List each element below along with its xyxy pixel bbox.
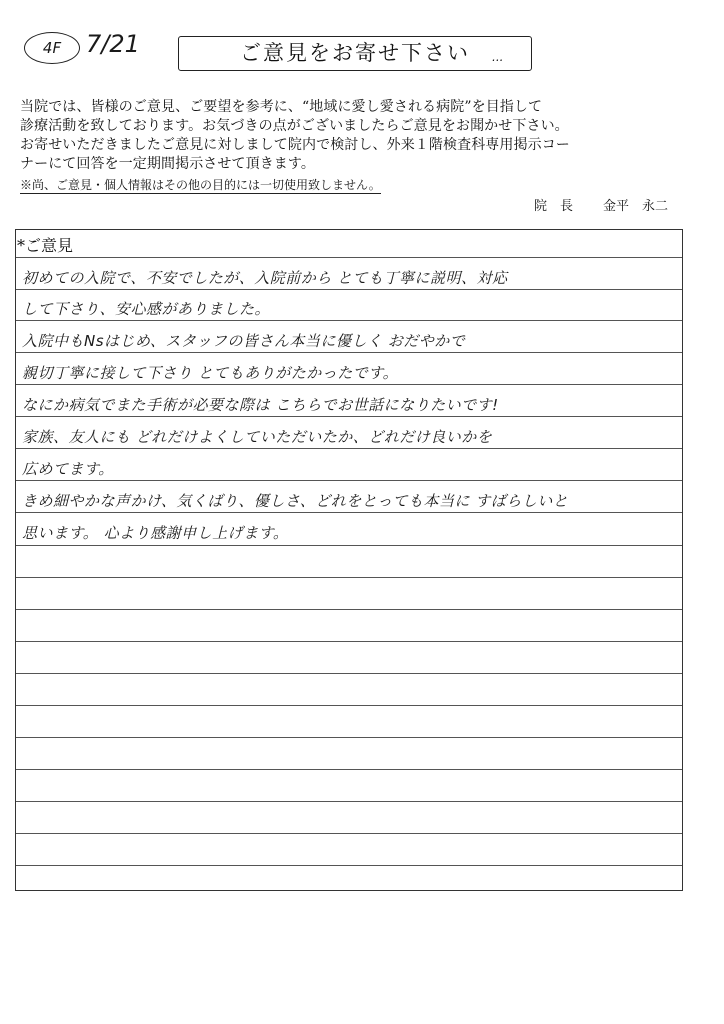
floor-mark: 4F — [42, 39, 62, 57]
director-role: 院 長 — [534, 199, 574, 214]
intro-line: 診療活動を致しております。お気づきの点がございましたらご意見をお聞かせ下さい。 — [20, 118, 569, 134]
ruled-line — [16, 384, 682, 385]
ruled-line — [16, 320, 682, 321]
ruled-line — [16, 737, 682, 738]
ruled-line — [16, 673, 682, 674]
opinion-line: 家族、友人にも どれだけよくしていただいたか、どれだけ良いかを — [22, 428, 493, 446]
ruled-line — [16, 352, 682, 353]
intro-line: お寄せいただきましたご意見に対しまして院内で検討し、外来１階検査科専用掲示コー — [20, 137, 570, 153]
opinion-box — [15, 229, 683, 891]
ruled-line — [16, 609, 682, 610]
intro-line: 当院では、皆様のご意見、ご要望を参考に、“地域に愛し愛される病院”を目指して — [20, 99, 543, 115]
ruled-line — [16, 512, 682, 513]
ruled-line — [16, 480, 682, 481]
director-name: 金平 永二 — [603, 199, 669, 214]
intro-line: ナーにて回答を一定期間掲示させて頂きます。 — [20, 156, 315, 172]
title-marks: ... — [492, 50, 504, 64]
ruled-line — [16, 289, 682, 290]
opinion-line: 思います。 心より感謝申し上げます。 — [22, 524, 289, 542]
opinion-line: 広めてます。 — [22, 460, 114, 478]
opinion-label: *ご意見 — [17, 236, 74, 255]
floor-mark-circle — [24, 32, 80, 64]
director-signature — [534, 195, 668, 214]
ruled-line — [16, 416, 682, 417]
opinion-line: して下さり、安心感がありました。 — [22, 300, 271, 318]
ruled-line — [16, 448, 682, 449]
opinion-line: 入院中もNsはじめ、スタッフの皆さん本当に優しく おだやかで — [22, 332, 466, 350]
opinion-line: 親切丁寧に接して下さり とてもありがたかったです。 — [22, 364, 399, 382]
ruled-line — [16, 801, 682, 802]
ruled-line — [16, 577, 682, 578]
ruled-line — [16, 641, 682, 642]
date-mark: 7/21 — [86, 30, 140, 58]
form-title-box — [178, 36, 532, 71]
ruled-line — [16, 705, 682, 706]
ruled-line — [16, 545, 682, 546]
opinion-line: 初めての入院で、不安でしたが、入院前から とても丁寧に説明、対応 — [22, 269, 508, 287]
ruled-line — [16, 769, 682, 770]
opinion-line: なにか病気でまた手術が必要な際は こちらでお世話になりたいです! — [22, 396, 499, 414]
form-title: ご意見をお寄せ下さい — [240, 41, 470, 65]
ruled-line — [16, 833, 682, 834]
ruled-line — [16, 257, 682, 258]
opinion-line: きめ細やかな声かけ、気くばり、優しさ、どれをとっても本当に すばらしいと — [22, 492, 569, 510]
ruled-line — [16, 865, 682, 866]
privacy-note: ※尚、ご意見・個人情報はその他の目的には一切使用致しません。 — [20, 178, 381, 192]
